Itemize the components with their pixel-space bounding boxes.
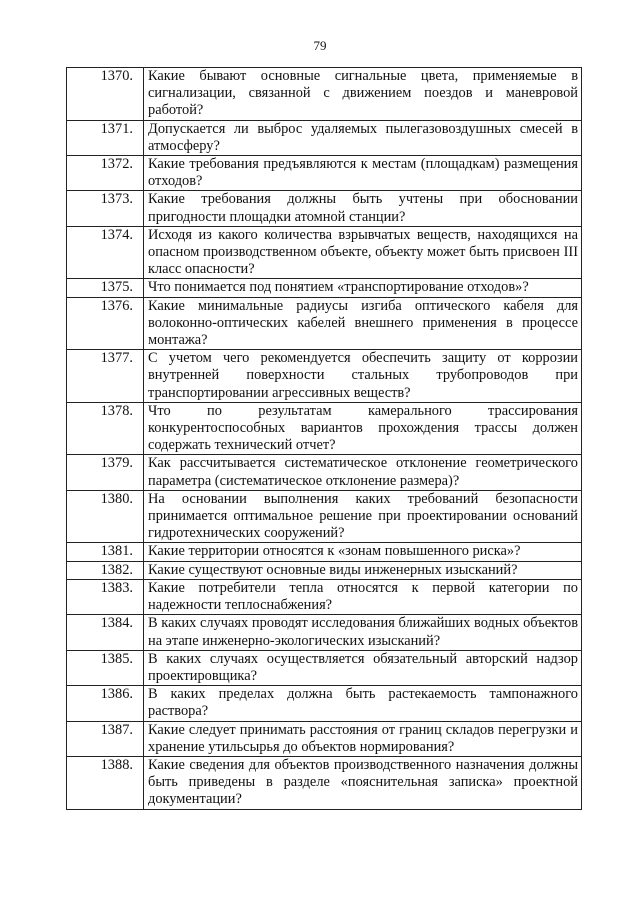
question-text: В каких случаях проводят исследования ближайших водных объектов на этапе инженерно-экологических изысканий? [144, 615, 582, 650]
table-row [67, 402, 582, 455]
question-number: 1387. [67, 721, 144, 756]
question-text: С учетом чего рекомендуется обеспечить защиту от коррозии внутренней поверхности стальных трубопроводов при транспортировании агрессивных веществ? [144, 350, 582, 403]
question-text: Какие следует принимать расстояния от границ складов перегрузки и хранение утильсырья до объектов нормирования? [144, 721, 582, 756]
question-text: Какие сведения для объектов производственного назначения должны быть приведены в разделе «пояснительная записка» проектной документации? [144, 756, 582, 809]
table-row [67, 650, 582, 685]
table-row [67, 455, 582, 490]
question-text: Какие требования предъявляются к местам (площадкам) размещения отходов? [144, 156, 582, 191]
question-number: 1388. [67, 756, 144, 809]
table-row [67, 543, 582, 561]
question-number: 1378. [67, 402, 144, 455]
question-number: 1379. [67, 455, 144, 490]
question-text: Как рассчитывается систематическое отклонение геометрического параметра (систематическое отклонение размера)? [144, 455, 582, 490]
question-text: Какие территории относятся к «зонам повышенного риска»? [144, 543, 582, 561]
question-text: Какие бывают основные сигнальные цвета, применяемые в сигнализации, связанной с движением поездов и маневровой работой? [144, 68, 582, 121]
question-number: 1386. [67, 686, 144, 721]
question-text: Допускается ли выброс удаляемых пылегазовоздушных смесей в атмосферу? [144, 120, 582, 155]
questions-table [66, 67, 582, 810]
question-number: 1384. [67, 615, 144, 650]
table-row [67, 279, 582, 297]
table-row [67, 721, 582, 756]
table-row [67, 350, 582, 403]
question-number: 1382. [67, 561, 144, 579]
table-row [67, 120, 582, 155]
question-text: В каких пределах должна быть растекаемость тампонажного раствора? [144, 686, 582, 721]
table-row [67, 490, 582, 543]
question-number: 1371. [67, 120, 144, 155]
question-number: 1372. [67, 156, 144, 191]
table-row [67, 297, 582, 350]
question-number: 1376. [67, 297, 144, 350]
question-text: Исходя из какого количества взрывчатых веществ, находящихся на опасном производственном объекте, объекту может быть присвоен III класс опасности? [144, 226, 582, 279]
question-number: 1385. [67, 650, 144, 685]
question-number: 1381. [67, 543, 144, 561]
question-number: 1380. [67, 490, 144, 543]
table-row [67, 615, 582, 650]
question-number: 1374. [67, 226, 144, 279]
table-row [67, 756, 582, 809]
page-number: 79 [313, 38, 327, 53]
table-row [67, 226, 582, 279]
question-number: 1373. [67, 191, 144, 226]
table-row [67, 561, 582, 579]
question-text: Какие существуют основные виды инженерных изысканий? [144, 561, 582, 579]
question-text: Какие минимальные радиусы изгиба оптического кабеля для волоконно-оптических кабелей внешнего применения в процессе монтажа? [144, 297, 582, 350]
question-text: Что по результатам камерального трассирования конкурентоспособных вариантов прохождения трассы должен содержать технический отчет? [144, 402, 582, 455]
question-number: 1383. [67, 579, 144, 614]
question-number: 1370. [67, 68, 144, 121]
question-text: Какие потребители тепла относятся к первой категории по надежности теплоснабжения? [144, 579, 582, 614]
question-number: 1377. [67, 350, 144, 403]
table-row [67, 156, 582, 191]
question-number: 1375. [67, 279, 144, 297]
question-text: Какие требования должны быть учтены при обосновании пригодности площадки атомной станции? [144, 191, 582, 226]
table-row [67, 68, 582, 121]
question-text: Что понимается под понятием «транспортирование отходов»? [144, 279, 582, 297]
table-row [67, 191, 582, 226]
table-row [67, 686, 582, 721]
question-text: В каких случаях осуществляется обязательный авторский надзор проектировщика? [144, 650, 582, 685]
question-text: На основании выполнения каких требований безопасности принимается оптимальное решение при проектировании оснований гидротехнических сооружений? [144, 490, 582, 543]
table-row [67, 579, 582, 614]
